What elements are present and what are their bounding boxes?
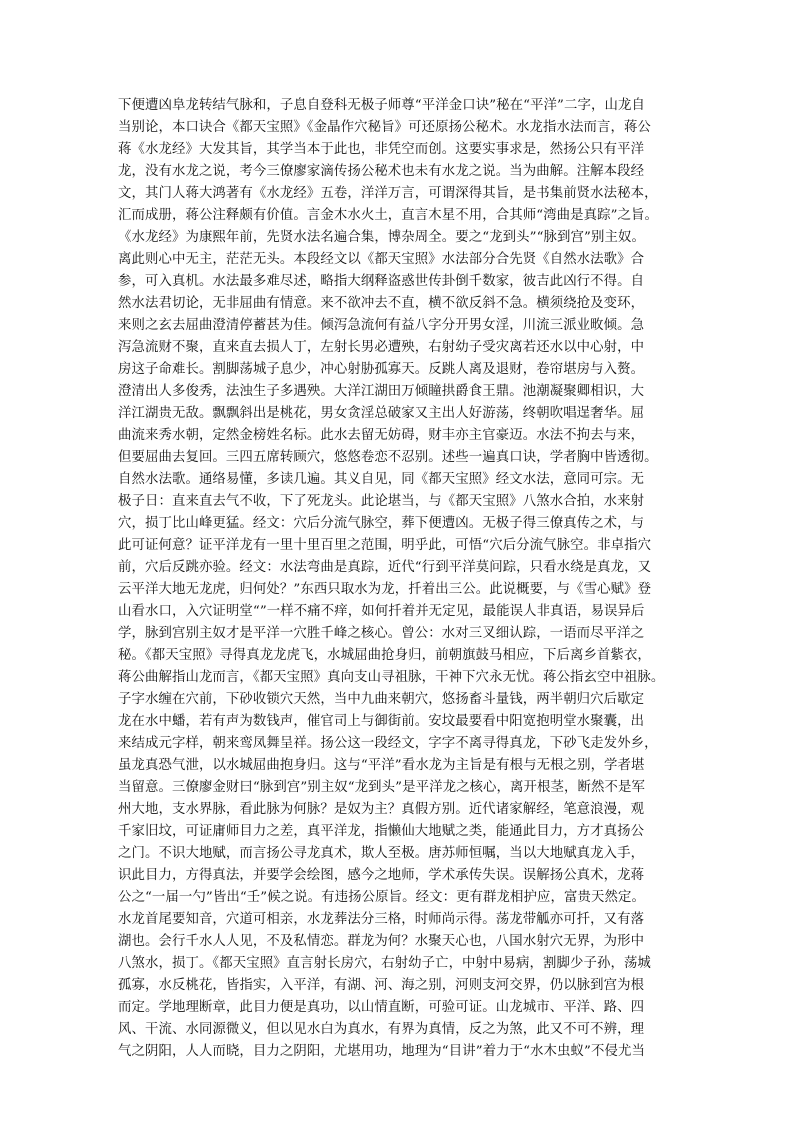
body-text: 下便遭凶阜龙转结气脉和，子息自登科无极子师尊“平洋金口诀”秘在“平洋”二字，山龙自 当别论，本口诀合《都天宝照》《金晶作穴秘旨》可还原扬公秘术。水龙指水法而言，蒋公 蒋《水龙经》大发其旨，其学当本于此也，非凭空而创。这要实事求是，然扬公只有平洋 龙，没有水龙之说，考今三僚廖家滴传扬公秘术也未有水龙之说。当为曲解。注解本段经 文，其门人蒋大鸿著有《水龙经》五卷，洋洋万言，可谓深得其旨，是书集前贤水法秘本， 汇而成册，蒋公注释颇有价值。言金木水火土，直言木星不用，合其师“湾曲是真踪”之旨。 《水龙经》为康熙年前，先贤水法名遍合集，博杂周全。要之“龙到头”“脉到宫”别主奴。 离此则心中无主，茫茫无头。本段经文以《都天宝照》水法部分合先贤《自然水法歌》合 参，可入真机。水法最多难尽述，略指大纲释盗惑世传卦倒千数家，彼吉此凶行不得。自 然水法君切论，无非屈曲有情意。来不欲冲去不直，横不欲反斜不急。横须绕抢及变环， 来则之玄去屈曲澄清停蓄甚为佳。倾泻急流何有益八字分开男女淫，川流三派业畋倾。急 泻急流财不聚，直来直去损人丁，左射长男必遭殃，右射幼子受灾离若还水以中心射，中 房这子命难长。割脚荡城子息少，冲心射胁孤寡天。反跳人离及退财，卷帘堪房与入赘。 澄清出人多俊秀，法浊生子多遇殃。大洋江湖田万倾瞳拱爵食王鼎。池潮凝聚卿相识，大 洋江湖贵无敌。飘飘斜出是桃花，男女贪淫总破家又主出人好游荡，终朝吹唱逞奢华。屈 曲流来秀水朝，定然金榜姓名标。此水去留无妨碍，财丰亦主官豪迈。水法不拘去与来， 但要屈曲去复回。三四五席转顾穴，悠悠卷恋不忍别。述些一遍真口诀，学者胸中皆透彻。 自然水法歌。通络易懂，多读几遍。其义自见，同《都天宝照》经文水法，意同可宗。无 极子日：直来直去气不收，下了死龙头。此论堪当，与《都天宝照》八煞水合拍，水来射 穴，损丁比山峰更猛。经文：穴后分流气脉空，葬下便遭凶。无极子得三僚真传之术，与 此可证何意？证平洋龙有一里十里百里之范围，明乎此，可悟“穴后分流气脉空。非卓指穴 前，穴后反跳亦验。经文：水法弯曲是真踪，近代“行到平洋莫问踪，只看水绕是真龙，又 云平洋大地无龙虎，归何处？”东西只取水为龙，扦着出三公。此说概要，与《雪心赋》登 山看水口，入穴证明堂“”一样不痛不痒，如何扦着并无定见，最能误人非真语，易误异后 学，脉到宫别主奴才是平洋一穴胜千峰之核心。曾公：水对三叉细认踪，一语而尽平洋之 秘。《都天宝照》寻得真龙龙虎飞，水城屈曲抢身归，前朝旗鼓马相应，下后离乡首紫衣， 蒋公曲解指山龙而言，《都天宝照》真向支山寻祖脉，干神下穴永无忧。蒋公指玄空中祖脉。 子字水缠在穴前，下砂收锁穴天然，当中九曲来朝穴，悠扬畜斗量钱，两半朝归穴后歇定 龙在水中蟠，若有声为数钱声，催官司上与御街前。安坟最要看中阳宽抱明堂水聚囊，出 来结成元字样，朝来鸾凤舞呈祥。扬公这一段经文，字字不离寻得真龙，下砂飞走发外乡， 虽龙真恐气泄，以水城屈曲抱身归。这与“平洋”看水龙为主旨是有根与无根之别，学者堪 当留意。三僚廖金财曰“脉到宫”别主奴“龙到头”是平洋龙之核心，离开根茎，断然不是军 州大地，支水界脉，看此脉为何脉？是奴为主？真假方别。近代诸家解经，笔意浪漫，观 千家旧坟，可证庸师目力之差，真平洋龙，指懒仙大地赋之类，能通此目力，方才真扬公 之门。不识大地赋，而言扬公寻龙真术，欺人至极。唐苏师恒嘱，当以大地赋真龙入手， 识此目力，方得真法，并要学会绘图，感今之地师，学术承传失误。误解扬公真术，龙蒋 公之“一届一勺”皆出“壬”候之说。有违扬公原旨。经文：更有群龙相护应，富贵天然定。 水龙首尾要知音，穴道可相亲，水龙葬法分三格，时师尚示得。荡龙带觚亦可扦，又有落 湖也。会行千水人人见，不及私情恋。群龙为何？水聚天心也，八国水射穴无界，为形中 八煞水，损丁。《都天宝照》直言射长房穴，右射幼子亡，中射中易病，割脚少子孙，荡城 孤寡，水反桃花，皆指实，入平洋，有湖、河、海之别，河则支河交界，仍以脉到宫为根 而定。学地理断章，此目力便是真功，以山情直断，可验可证。山龙城市、平洋、路、四 风、干流、水同源微义，但以见水白为真水，有界为真情，反之为煞，此又不可不辨，理 气之阴阳，人人而晓，目力之阴阳，尤堪用功，地理为“目讲”着力于“水木虫蚁”不侵尤当 <box>118 98 665 1059</box>
